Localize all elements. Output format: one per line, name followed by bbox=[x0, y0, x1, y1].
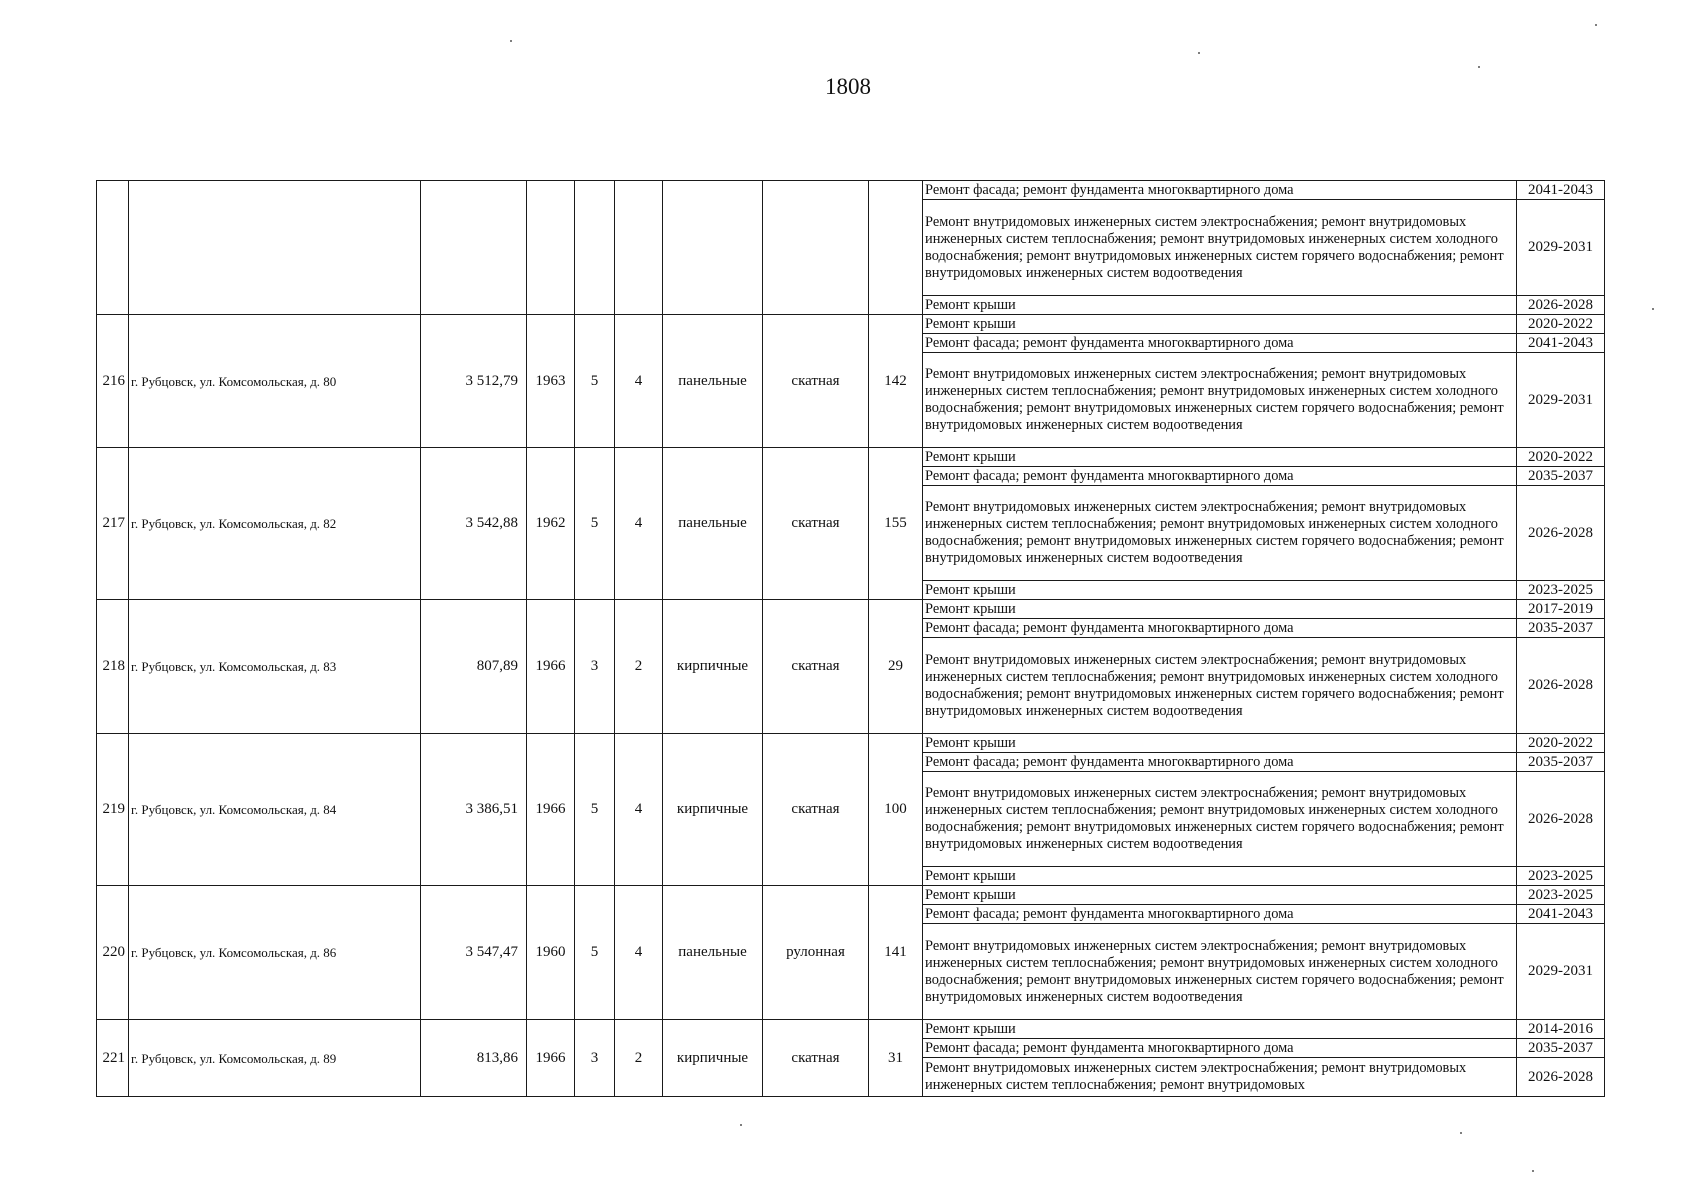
work-description: Ремонт фасада; ремонт фундамента многоквартирного дома bbox=[923, 1039, 1517, 1058]
walls-cell: панельные bbox=[663, 315, 763, 448]
work-period: 2035-2037 bbox=[1517, 619, 1605, 638]
work-description: Ремонт фасада; ремонт фундамента многоквартирного дома bbox=[923, 181, 1517, 200]
scan-speck bbox=[510, 40, 512, 42]
row-number: 221 bbox=[97, 1020, 129, 1097]
year-cell: 1966 bbox=[527, 734, 575, 886]
table-row bbox=[97, 734, 1605, 753]
walls-cell: кирпичные bbox=[663, 600, 763, 734]
area-cell: 813,86 bbox=[421, 1020, 527, 1097]
work-period: 2023-2025 bbox=[1517, 886, 1605, 905]
work-description: Ремонт внутридомовых инженерных систем электроснабжения; ремонт внутридомовых инженерных систем теплоснабжения; ремонт внутридомовых инженерных систем холодного водоснабжения; ремонт внутридомовых инженерных систем горячего водоснабжения; ремонт внутридомовых инженерных систем водоотведения bbox=[923, 772, 1517, 867]
roof-cell: скатная bbox=[763, 600, 869, 734]
row-number: 217 bbox=[97, 448, 129, 600]
floors-cell: 3 bbox=[575, 1020, 615, 1097]
year-cell: 1966 bbox=[527, 600, 575, 734]
scan-speck bbox=[1460, 1132, 1462, 1134]
work-description: Ремонт крыши bbox=[923, 600, 1517, 619]
capital-repair-table bbox=[96, 180, 1605, 1097]
area-cell: 3 542,88 bbox=[421, 448, 527, 600]
row-number: 220 bbox=[97, 886, 129, 1020]
page-number: 1808 bbox=[825, 74, 871, 99]
work-description: Ремонт внутридомовых инженерных систем электроснабжения; ремонт внутридомовых инженерных систем теплоснабжения; ремонт внутридомовых инженерных систем холодного водоснабжения; ремонт внутридомовых инженерных систем горячего водоснабжения; ремонт внутридомовых инженерных систем водоотведения bbox=[923, 924, 1517, 1020]
table-row bbox=[97, 1020, 1605, 1039]
roof-cell: скатная bbox=[763, 734, 869, 886]
walls-cell: панельные bbox=[663, 886, 763, 1020]
scan-speck bbox=[1478, 66, 1480, 68]
walls-cell: кирпичные bbox=[663, 734, 763, 886]
work-period: 2035-2037 bbox=[1517, 467, 1605, 486]
scan-speck bbox=[1198, 52, 1200, 54]
table-row bbox=[97, 448, 1605, 467]
work-description: Ремонт крыши bbox=[923, 315, 1517, 334]
work-description: Ремонт внутридомовых инженерных систем электроснабжения; ремонт внутридомовых инженерных систем теплоснабжения; ремонт внутридомовых инженерных систем холодного водоснабжения; ремонт внутридомовых инженерных систем горячего водоснабжения; ремонт внутридомовых инженерных систем водоотведения bbox=[923, 200, 1517, 296]
work-description: Ремонт внутридомовых инженерных систем электроснабжения; ремонт внутридомовых инженерных систем теплоснабжения; ремонт внутридомовых bbox=[923, 1058, 1517, 1097]
address-cell: г. Рубцовск, ул. Комсомольская, д. 86 bbox=[129, 886, 421, 1020]
year-cell bbox=[527, 181, 575, 315]
roof-cell: скатная bbox=[763, 448, 869, 600]
work-period: 2035-2037 bbox=[1517, 1039, 1605, 1058]
entrances-cell bbox=[615, 181, 663, 315]
address-cell bbox=[129, 181, 421, 315]
scan-speck bbox=[1595, 24, 1597, 26]
work-period: 2023-2025 bbox=[1517, 867, 1605, 886]
work-description: Ремонт внутридомовых инженерных систем электроснабжения; ремонт внутридомовых инженерных систем теплоснабжения; ремонт внутридомовых инженерных систем холодного водоснабжения; ремонт внутридомовых инженерных систем горячего водоснабжения; ремонт внутридомовых инженерных систем водоотведения bbox=[923, 486, 1517, 581]
year-cell: 1966 bbox=[527, 1020, 575, 1097]
residents-cell: 29 bbox=[869, 600, 923, 734]
residents-cell: 155 bbox=[869, 448, 923, 600]
work-description: Ремонт крыши bbox=[923, 448, 1517, 467]
walls-cell: панельные bbox=[663, 448, 763, 600]
table-row bbox=[97, 886, 1605, 905]
work-period: 2020-2022 bbox=[1517, 734, 1605, 753]
work-period: 2029-2031 bbox=[1517, 924, 1605, 1020]
scan-speck bbox=[1532, 1170, 1534, 1172]
roof-cell bbox=[763, 181, 869, 315]
row-number: 219 bbox=[97, 734, 129, 886]
work-description: Ремонт крыши bbox=[923, 581, 1517, 600]
work-period: 2026-2028 bbox=[1517, 1058, 1605, 1097]
row-number: 218 bbox=[97, 600, 129, 734]
residents-cell: 31 bbox=[869, 1020, 923, 1097]
year-cell: 1962 bbox=[527, 448, 575, 600]
entrances-cell: 2 bbox=[615, 1020, 663, 1097]
scan-speck bbox=[1652, 308, 1654, 310]
floors-cell: 3 bbox=[575, 600, 615, 734]
walls-cell bbox=[663, 181, 763, 315]
work-description: Ремонт фасада; ремонт фундамента многоквартирного дома bbox=[923, 753, 1517, 772]
roof-cell: скатная bbox=[763, 1020, 869, 1097]
table-row bbox=[97, 600, 1605, 619]
residents-cell: 141 bbox=[869, 886, 923, 1020]
work-description: Ремонт фасада; ремонт фундамента многоквартирного дома bbox=[923, 619, 1517, 638]
floors-cell: 5 bbox=[575, 448, 615, 600]
work-period: 2026-2028 bbox=[1517, 638, 1605, 734]
floors-cell bbox=[575, 181, 615, 315]
entrances-cell: 2 bbox=[615, 600, 663, 734]
work-description: Ремонт фасада; ремонт фундамента многоквартирного дома bbox=[923, 334, 1517, 353]
work-period: 2029-2031 bbox=[1517, 353, 1605, 448]
work-period: 2035-2037 bbox=[1517, 753, 1605, 772]
floors-cell: 5 bbox=[575, 734, 615, 886]
work-description: Ремонт крыши bbox=[923, 734, 1517, 753]
entrances-cell: 4 bbox=[615, 734, 663, 886]
work-description: Ремонт крыши bbox=[923, 1020, 1517, 1039]
area-cell: 3 547,47 bbox=[421, 886, 527, 1020]
entrances-cell: 4 bbox=[615, 886, 663, 1020]
work-period: 2026-2028 bbox=[1517, 486, 1605, 581]
work-period: 2026-2028 bbox=[1517, 296, 1605, 315]
work-description: Ремонт фасада; ремонт фундамента многоквартирного дома bbox=[923, 467, 1517, 486]
area-cell: 807,89 bbox=[421, 600, 527, 734]
area-cell bbox=[421, 181, 527, 315]
year-cell: 1960 bbox=[527, 886, 575, 1020]
residents-cell: 142 bbox=[869, 315, 923, 448]
floors-cell: 5 bbox=[575, 315, 615, 448]
work-period: 2041-2043 bbox=[1517, 181, 1605, 200]
year-cell: 1963 bbox=[527, 315, 575, 448]
work-description: Ремонт внутридомовых инженерных систем электроснабжения; ремонт внутридомовых инженерных систем теплоснабжения; ремонт внутридомовых инженерных систем холодного водоснабжения; ремонт внутридомовых инженерных систем горячего водоснабжения; ремонт внутридомовых инженерных систем водоотведения bbox=[923, 353, 1517, 448]
address-cell: г. Рубцовск, ул. Комсомольская, д. 84 bbox=[129, 734, 421, 886]
address-cell: г. Рубцовск, ул. Комсомольская, д. 83 bbox=[129, 600, 421, 734]
entrances-cell: 4 bbox=[615, 448, 663, 600]
row-number: 216 bbox=[97, 315, 129, 448]
area-cell: 3 512,79 bbox=[421, 315, 527, 448]
residents-cell: 100 bbox=[869, 734, 923, 886]
work-period: 2020-2022 bbox=[1517, 448, 1605, 467]
work-description: Ремонт крыши bbox=[923, 867, 1517, 886]
walls-cell: кирпичные bbox=[663, 1020, 763, 1097]
residents-cell bbox=[869, 181, 923, 315]
work-period: 2041-2043 bbox=[1517, 905, 1605, 924]
work-description: Ремонт крыши bbox=[923, 296, 1517, 315]
work-period: 2014-2016 bbox=[1517, 1020, 1605, 1039]
roof-cell: скатная bbox=[763, 315, 869, 448]
work-description: Ремонт фасада; ремонт фундамента многоквартирного дома bbox=[923, 905, 1517, 924]
table-row bbox=[97, 181, 1605, 200]
roof-cell: рулонная bbox=[763, 886, 869, 1020]
row-number bbox=[97, 181, 129, 315]
work-description: Ремонт крыши bbox=[923, 886, 1517, 905]
address-cell: г. Рубцовск, ул. Комсомольская, д. 82 bbox=[129, 448, 421, 600]
work-period: 2029-2031 bbox=[1517, 200, 1605, 296]
work-period: 2020-2022 bbox=[1517, 315, 1605, 334]
floors-cell: 5 bbox=[575, 886, 615, 1020]
entrances-cell: 4 bbox=[615, 315, 663, 448]
work-description: Ремонт внутридомовых инженерных систем электроснабжения; ремонт внутридомовых инженерных систем теплоснабжения; ремонт внутридомовых инженерных систем холодного водоснабжения; ремонт внутридомовых инженерных систем горячего водоснабжения; ремонт внутридомовых инженерных систем водоотведения bbox=[923, 638, 1517, 734]
area-cell: 3 386,51 bbox=[421, 734, 527, 886]
work-period: 2041-2043 bbox=[1517, 334, 1605, 353]
scan-speck bbox=[740, 1124, 742, 1126]
work-period: 2017-2019 bbox=[1517, 600, 1605, 619]
work-period: 2026-2028 bbox=[1517, 772, 1605, 867]
table-row bbox=[97, 315, 1605, 334]
address-cell: г. Рубцовск, ул. Комсомольская, д. 80 bbox=[129, 315, 421, 448]
address-cell: г. Рубцовск, ул. Комсомольская, д. 89 bbox=[129, 1020, 421, 1097]
work-period: 2023-2025 bbox=[1517, 581, 1605, 600]
